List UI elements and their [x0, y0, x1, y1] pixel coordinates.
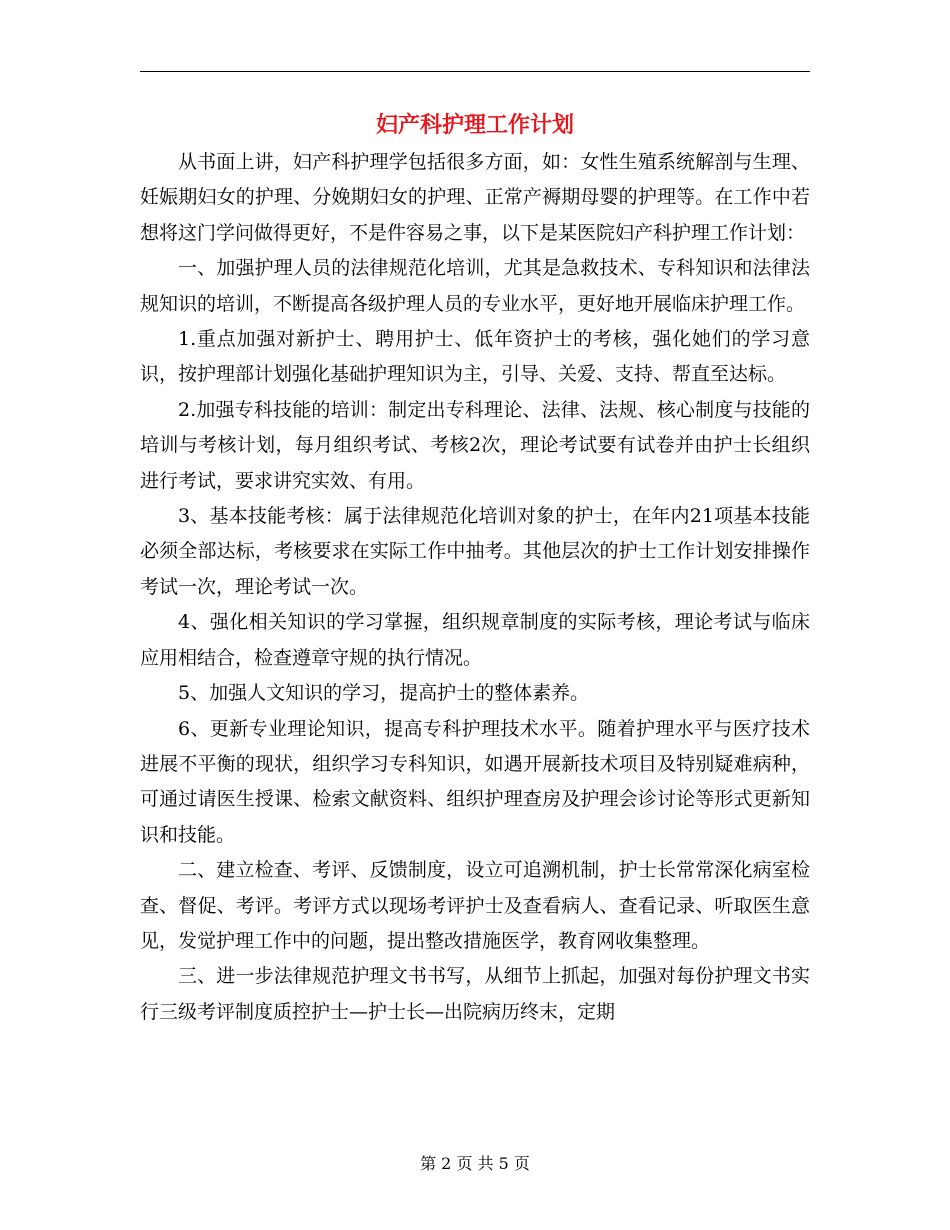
page-footer: 第 2 页 共 5 页 [420, 1154, 530, 1173]
document-body [140, 145, 810, 1030]
paragraph: 三、进一步法律规范护理文书书写，从细节上抓起，加强对每份护理文书实行三级考评制度质控护士—护士长—出院病历终末，定期 [140, 965, 810, 1023]
paragraph: 4、强化相关知识的学习掌握，组织规章制度的实际考核，理论考试与临床应用相结合，检查遵章守规的执行情况。 [140, 611, 810, 669]
paragraph: 1.重点加强对新护士、聘用护士、低年资护士的考核，强化她们的学习意识，按护理部计划强化基础护理知识为主，引导、关爱、支持、帮直至达标。 [140, 328, 810, 386]
paragraph: 一、加强护理人员的法律规范化培训，尤其是急救技术、专科知识和法律法规知识的培训，不断提高各级护理人员的专业水平，更好地开展临床护理工作。 [140, 257, 810, 315]
paragraph: 3、基本技能考核：属于法律规范化培训对象的护士，在年内21项基本技能必须全部达标，考核要求在实际工作中抽考。其他层次的护士工作计划安排操作考试一次，理论考试一次。 [140, 505, 810, 598]
paragraph: 二、建立检查、考评、反馈制度，设立可追溯机制，护士长常常深化病室检查、督促、考评。考评方式以现场考评护士及查看病人、查看记录、听取医生意见，发觉护理工作中的问题，提出整改措施医学，教育网收集整理。 [140, 859, 810, 952]
paragraph: 2.加强专科技能的培训：制定出专科理论、法律、法规、核心制度与技能的培训与考核计划，每月组织考试、考核2次，理论考试要有试卷并由护士长组织进行考试，要求讲究实效、有用。 [140, 398, 810, 492]
paragraph: 从书面上讲，妇产科护理学包括很多方面，如：女性生殖系统解剖与生理、妊娠期妇女的护理、分娩期妇女的护理、正常产褥期母婴的护理等。在工作中若想将这门学问做得更好，不是件容易之事，以下是某医院妇产科护理工作计划： [140, 151, 810, 244]
paragraph: 5、加强人文知识的学习，提高护士的整体素养。 [178, 682, 590, 705]
paragraph: 6、更新专业理论知识，提高专科护理技术水平。随着护理水平与医疗技术进展不平衡的现状，组织学习专科知识，如遇开展新技术项目及特别疑难病种，可通过请医生授课、检索文献资料、组织护理查房及护理会诊讨论等形式更新知识和技能。 [140, 717, 810, 846]
header-rule [140, 71, 810, 72]
document-title: 妇产科护理工作计划 [375, 112, 574, 138]
